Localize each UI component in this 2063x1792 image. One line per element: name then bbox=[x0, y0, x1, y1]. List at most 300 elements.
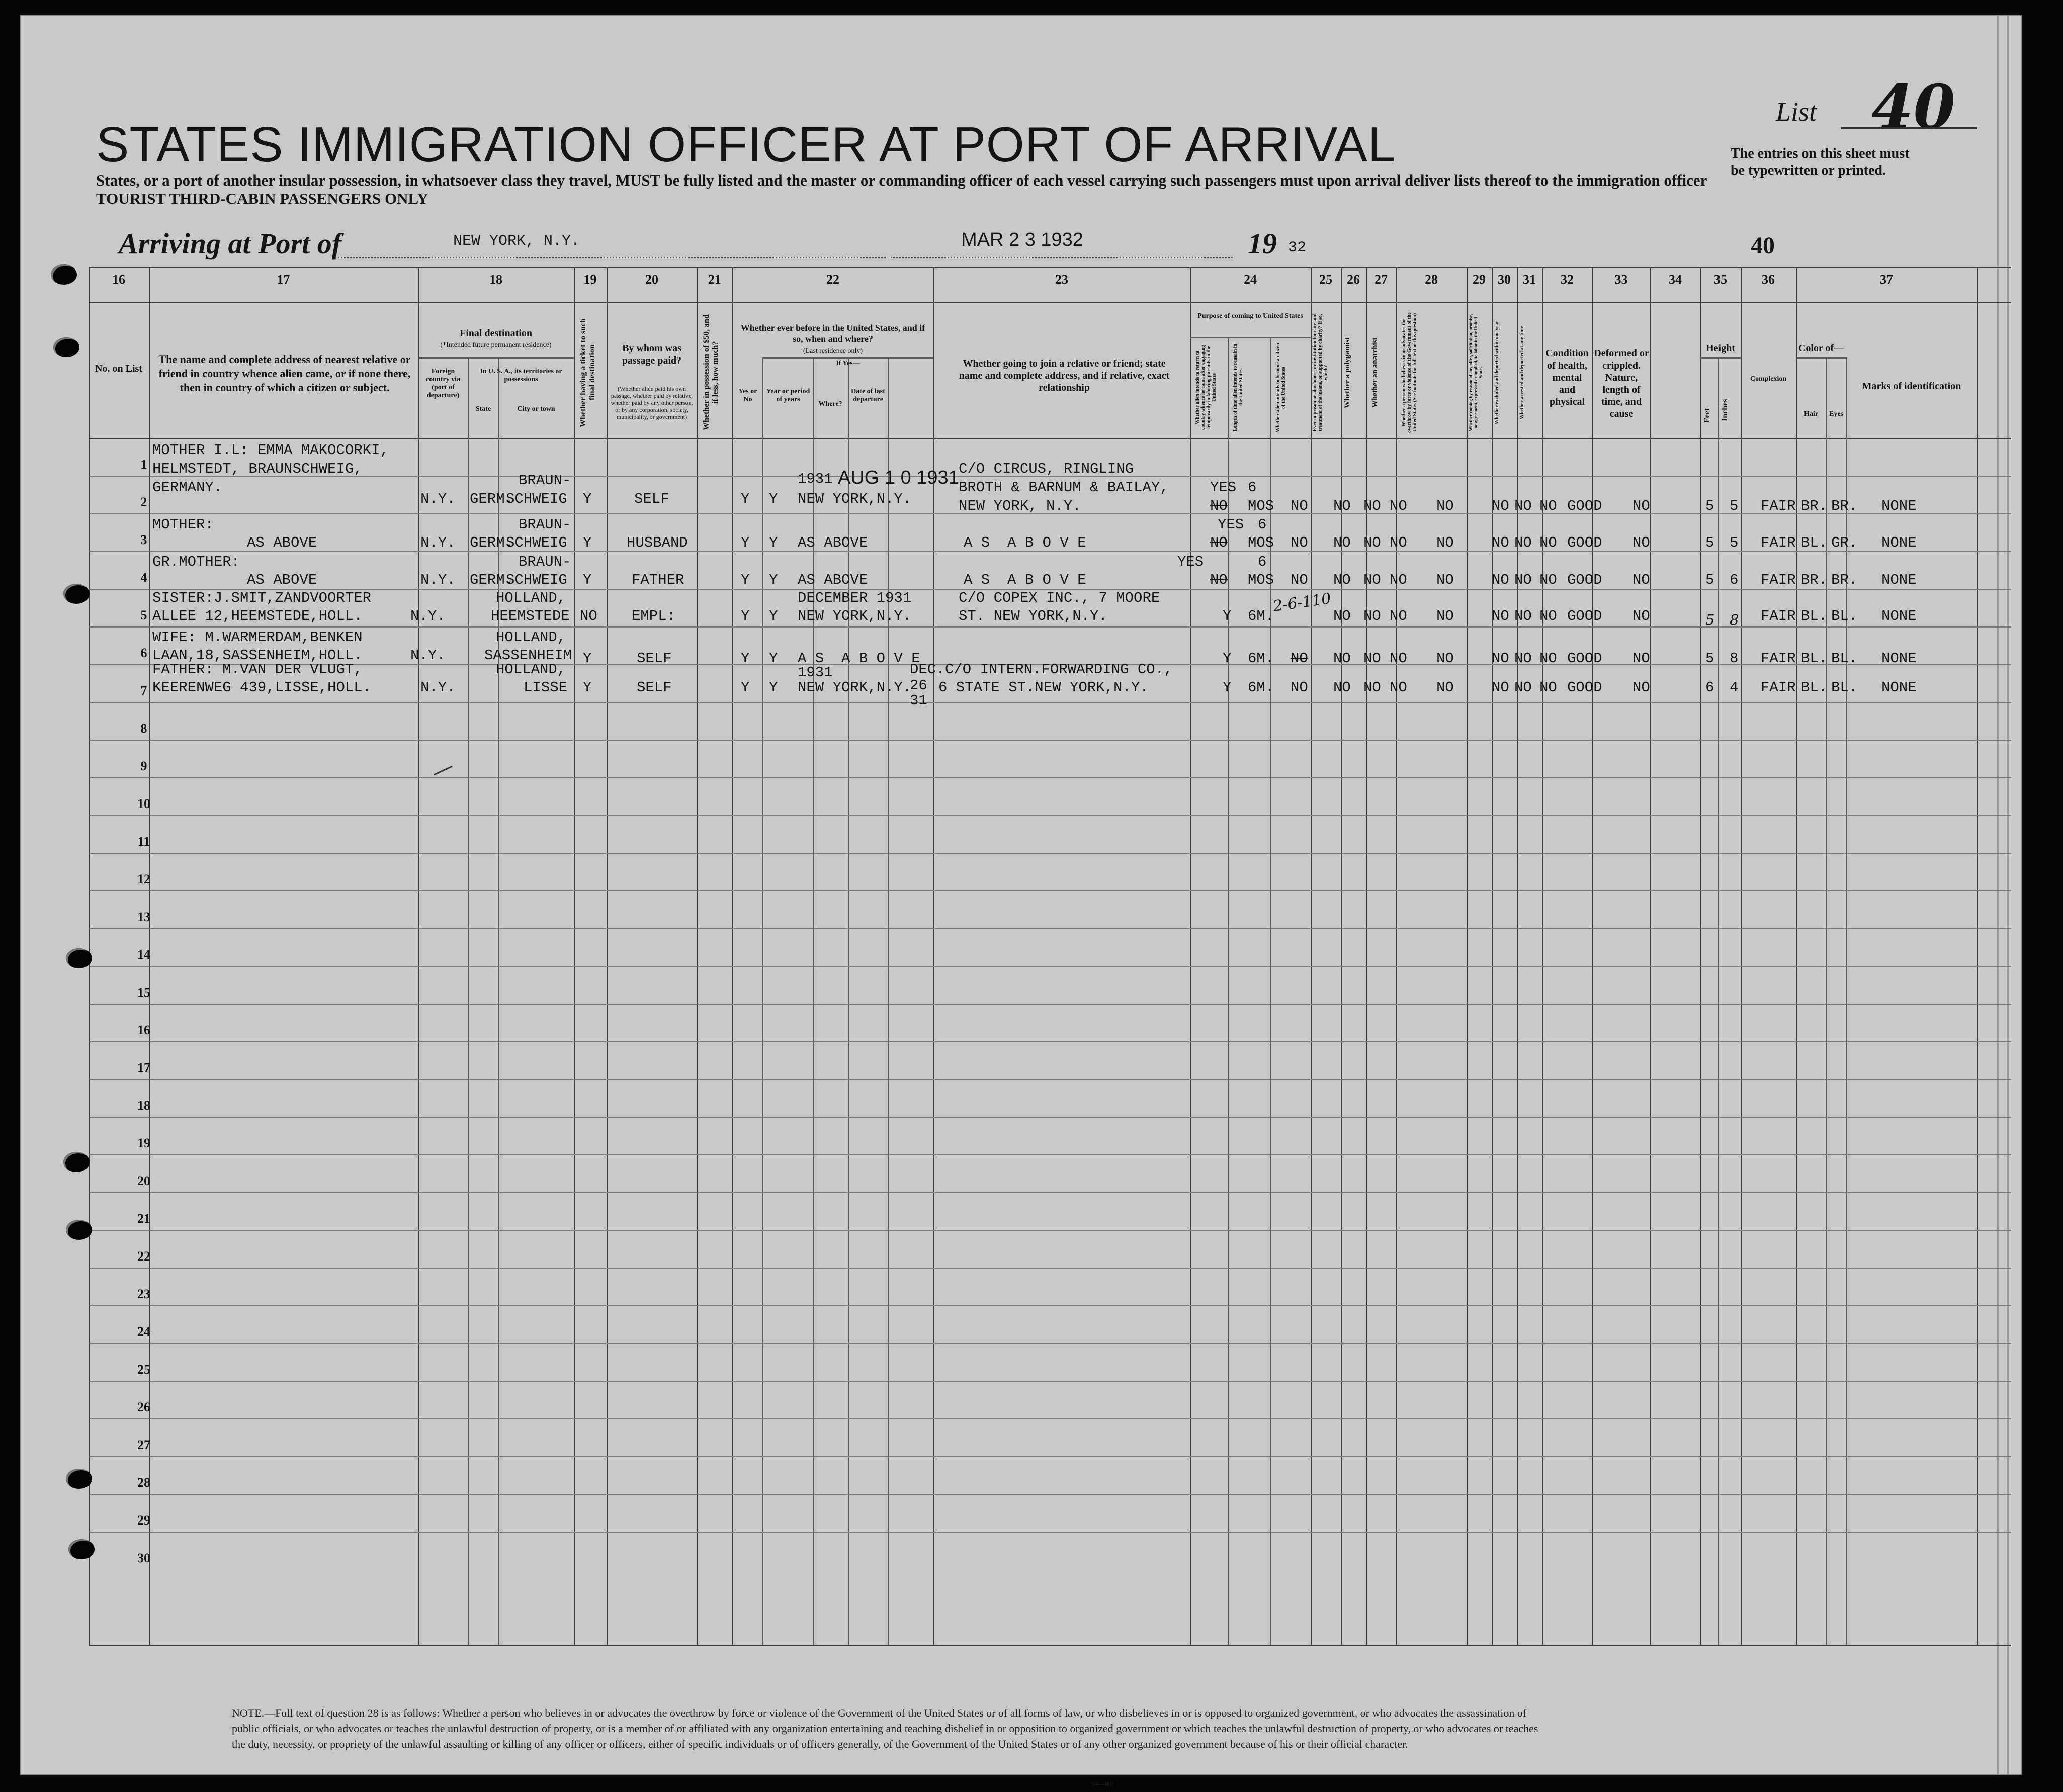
city-line: BRAUN- bbox=[519, 472, 571, 489]
header-q28: Whether a person who believes in or advocates the overthrow by force or violence of the Government of the United States (See footnote for full text of this question) bbox=[1401, 312, 1418, 433]
join-line: C/O CIRCUS, RINGLING bbox=[959, 461, 1134, 477]
hair: BL. bbox=[1801, 650, 1828, 667]
q31: NO bbox=[1539, 498, 1557, 514]
q28: NO bbox=[1436, 572, 1454, 588]
possession-50: Y bbox=[741, 491, 750, 507]
header-where: Where? bbox=[818, 400, 842, 408]
q30: NO bbox=[1514, 498, 1532, 514]
column-number: 28 bbox=[1425, 272, 1438, 287]
ticket: Y bbox=[583, 650, 592, 667]
polygamist: NO bbox=[1363, 608, 1381, 624]
row-line bbox=[89, 1117, 2011, 1118]
table-bottom-border bbox=[89, 1645, 2011, 1646]
row-line bbox=[89, 1268, 2011, 1269]
prison: NO bbox=[1333, 679, 1351, 696]
eyes: GR. bbox=[1831, 534, 1858, 551]
header-purpose-citizen: Whether alien intends to become a citizen of the United States bbox=[1275, 343, 1286, 432]
sub-divider bbox=[1718, 357, 1719, 1645]
prison: NO bbox=[1333, 498, 1351, 514]
state: HOLLAND, bbox=[496, 629, 566, 646]
sub-header-divider bbox=[1190, 337, 1311, 338]
column-number: 27 bbox=[1374, 272, 1388, 287]
deformed: NO bbox=[1632, 498, 1650, 514]
row-line bbox=[89, 1230, 2011, 1231]
handwritten-annotation: 2-6-110 bbox=[1272, 590, 1332, 615]
deformed: NO bbox=[1632, 650, 1650, 667]
row-number: 11 bbox=[137, 834, 150, 849]
where: NEW YORK,N.Y. bbox=[798, 608, 912, 624]
foreign-country: N.Y. bbox=[410, 608, 446, 624]
sub-header-divider bbox=[762, 357, 933, 359]
join-line: C/O INTERN.FORWARDING CO., bbox=[945, 661, 1173, 678]
column-divider bbox=[1492, 267, 1493, 1645]
health: GOOD bbox=[1567, 679, 1602, 696]
prison: NO bbox=[1333, 650, 1351, 667]
list-number-handwritten: 40 bbox=[1871, 72, 1955, 143]
row-number: 16 bbox=[137, 1023, 150, 1037]
passenger-class-label: TOURIST THIRD-CABIN PASSENGERS ONLY bbox=[96, 190, 428, 207]
column-divider bbox=[1796, 267, 1797, 1645]
height-inches: 4 bbox=[1730, 679, 1739, 696]
q29: NO bbox=[1492, 608, 1509, 624]
hair: BL. bbox=[1801, 608, 1828, 624]
header-final-destination: Final destination bbox=[460, 328, 532, 339]
health: GOOD bbox=[1567, 650, 1602, 667]
typewritten-note-line: be typewritten or printed. bbox=[1731, 163, 1886, 178]
row-line bbox=[89, 740, 2011, 741]
column-number: 29 bbox=[1473, 272, 1486, 287]
year: 1931 bbox=[798, 471, 833, 487]
column-number: 19 bbox=[583, 272, 597, 287]
column-number: 30 bbox=[1498, 272, 1511, 287]
before-yes-no: Y bbox=[769, 491, 778, 507]
column-divider bbox=[1592, 267, 1593, 1645]
state: GERM. bbox=[470, 491, 514, 507]
length-line: 6 bbox=[1258, 554, 1267, 570]
row-line bbox=[89, 1192, 2011, 1193]
state: GERM. bbox=[470, 572, 514, 588]
row-number: 9 bbox=[140, 759, 147, 773]
column-divider bbox=[1467, 267, 1468, 1645]
citizen: NO bbox=[1291, 679, 1308, 696]
relative-line: AS ABOVE bbox=[247, 534, 317, 551]
binder-hole bbox=[66, 948, 92, 968]
sub-divider bbox=[468, 357, 469, 1645]
header-feet: Feet bbox=[1703, 408, 1711, 423]
row-number: 19 bbox=[137, 1136, 150, 1150]
join-line: A S A B O V E bbox=[964, 572, 1086, 588]
header-height: Height bbox=[1706, 343, 1735, 354]
column-divider bbox=[1700, 267, 1701, 1645]
row-line bbox=[89, 551, 2011, 552]
column-number: 31 bbox=[1523, 272, 1536, 287]
column-divider bbox=[1977, 267, 1978, 1645]
relative-line: ALLEE 12,HEEMSTEDE,HOLL. bbox=[152, 608, 363, 624]
row-line bbox=[89, 702, 2011, 703]
year-stamp: AUG 1 0 1931 bbox=[838, 467, 959, 488]
where: A S A B O V E bbox=[798, 650, 920, 667]
q30: NO bbox=[1514, 572, 1532, 588]
q28: NO bbox=[1436, 650, 1454, 667]
column-divider bbox=[607, 267, 608, 1645]
header-city: City or town bbox=[517, 405, 555, 413]
where: AS ABOVE bbox=[798, 534, 868, 551]
foreign-country: N.Y. bbox=[420, 534, 456, 551]
header-prison: Ever in prison or almshouse, or institution for care and treatment of the insane, or supported by charity? If so, which? bbox=[1312, 313, 1329, 432]
q31: NO bbox=[1539, 608, 1557, 624]
purpose-return-struck: NO bbox=[1210, 498, 1228, 514]
where: NEW YORK,N.Y. bbox=[798, 491, 912, 507]
row-number: 8 bbox=[140, 721, 147, 736]
q31: NO bbox=[1539, 534, 1557, 551]
purpose-return: YES bbox=[1177, 554, 1204, 570]
header-purpose: Purpose of coming to United States bbox=[1197, 312, 1303, 320]
column-number: 34 bbox=[1669, 272, 1682, 287]
column-divider bbox=[1366, 267, 1367, 1645]
binder-hole bbox=[63, 1152, 90, 1172]
column-number: 17 bbox=[277, 272, 290, 287]
ticket: Y bbox=[583, 572, 592, 588]
header-purpose-return: Whether alien intends to return to country whence he came after engaging temporarily in laboring pursuits in the United States bbox=[1195, 345, 1217, 430]
column-divider bbox=[1741, 267, 1742, 1645]
header-last-residence: (Last residence only) bbox=[803, 347, 863, 355]
citizen: NO bbox=[1291, 534, 1308, 551]
relative-line: KEERENWEG 439,LISSE,HOLL. bbox=[152, 679, 372, 696]
relative-line: HELMSTEDT, BRAUNSCHWEIG, bbox=[152, 461, 363, 477]
row-number: 22 bbox=[137, 1249, 150, 1264]
health: GOOD bbox=[1567, 498, 1602, 514]
marks: NONE bbox=[1881, 572, 1917, 588]
binder-hole bbox=[63, 584, 90, 604]
header-in-usa: In U. S. A., its territories or possessions bbox=[480, 368, 562, 383]
join-line: A S A B O V E bbox=[964, 534, 1086, 551]
length-line: 6M. bbox=[1248, 679, 1274, 696]
city-line: SCHWEIG bbox=[506, 572, 567, 588]
row-number: 1 bbox=[140, 457, 147, 472]
join-line: ST. NEW YORK,N.Y. bbox=[959, 608, 1107, 624]
page-number: 40 bbox=[1751, 232, 1775, 259]
q30: NO bbox=[1514, 650, 1532, 667]
row-number: 6 bbox=[140, 646, 147, 660]
where: AS ABOVE bbox=[798, 572, 868, 588]
sub-divider bbox=[1228, 337, 1229, 1645]
join-line: 6 STATE ST.NEW YORK,N.Y. bbox=[938, 679, 1149, 696]
foreign-country: N.Y. bbox=[420, 679, 456, 696]
column-divider bbox=[1190, 267, 1191, 1645]
row-line bbox=[89, 626, 2011, 628]
q30: NO bbox=[1514, 679, 1532, 696]
city-line: SASSENHEIM bbox=[484, 647, 572, 664]
citizen: NO bbox=[1291, 572, 1308, 588]
city-line: SCHWEIG bbox=[506, 491, 567, 507]
header-passage-paid: By whom was passage paid? bbox=[622, 343, 682, 366]
before-yes-no: Y bbox=[769, 679, 778, 696]
header-join-relative: Whether going to join a relative or friend; state name and complete address, and if relative, exact relationship bbox=[959, 358, 1170, 393]
relative-line: MOTHER: bbox=[152, 516, 214, 533]
complexion: FAIR bbox=[1761, 498, 1796, 514]
city-line: LISSE bbox=[524, 679, 568, 696]
q29: NO bbox=[1492, 650, 1509, 667]
column-divider bbox=[732, 267, 733, 1645]
marks: NONE bbox=[1881, 534, 1917, 551]
eyes: BR. bbox=[1831, 572, 1858, 588]
paid-by: HUSBAND bbox=[627, 534, 688, 551]
column-divider bbox=[1311, 267, 1312, 1645]
header-complexion: Complexion bbox=[1750, 375, 1787, 383]
q31: NO bbox=[1539, 572, 1557, 588]
polygamist: NO bbox=[1363, 572, 1381, 588]
column-number-divider bbox=[89, 302, 2011, 303]
column-number: 37 bbox=[1880, 272, 1893, 287]
column-number: 22 bbox=[826, 272, 839, 287]
row-number: 15 bbox=[137, 985, 150, 1000]
eyes: BL. bbox=[1831, 650, 1858, 667]
sub-header-divider bbox=[418, 357, 574, 359]
column-divider bbox=[1396, 267, 1397, 1645]
height-feet: 6 bbox=[1705, 679, 1714, 696]
purpose-return: YES bbox=[1210, 479, 1237, 496]
complexion: FAIR bbox=[1761, 608, 1796, 624]
header-q29: Whether coming by reason of any offer, solicitation, promise, or agreement, expressed or implied, to labor in the United States bbox=[1468, 314, 1483, 431]
height-feet: 5 bbox=[1705, 572, 1714, 588]
possession-50: Y bbox=[741, 650, 750, 667]
row-line bbox=[89, 1041, 2011, 1042]
column-number: 21 bbox=[708, 272, 721, 287]
row-line bbox=[89, 1456, 2011, 1457]
row-number: 30 bbox=[137, 1551, 150, 1565]
hair: BR. bbox=[1801, 572, 1828, 588]
header-no-on-list: No. on List bbox=[95, 363, 142, 374]
purpose-return-struck: NO bbox=[1210, 534, 1228, 551]
before-yes-no: Y bbox=[769, 572, 778, 588]
row-number: 3 bbox=[140, 532, 147, 547]
before-yes-no: Y bbox=[769, 608, 778, 624]
manifest-sheet bbox=[20, 15, 2022, 1787]
column-divider bbox=[574, 267, 575, 1645]
header-eyes: Eyes bbox=[1829, 410, 1843, 418]
header-polygamist: Whether a polygamist bbox=[1343, 337, 1351, 408]
row-number: 17 bbox=[137, 1060, 150, 1075]
q29: NO bbox=[1492, 572, 1509, 588]
row-number: 21 bbox=[137, 1211, 150, 1226]
manifest-table bbox=[21, 16, 2021, 1774]
health: GOOD bbox=[1567, 608, 1602, 624]
paid-by: SELF bbox=[634, 491, 669, 507]
row-line bbox=[89, 1532, 2011, 1533]
row-line bbox=[89, 1494, 2011, 1495]
header-relative-address: The name and complete address of nearest relative or friend in country whence alien came, or if none there, then in country of which a citizen or subject. bbox=[158, 353, 411, 394]
before-yes-no: Y bbox=[769, 534, 778, 551]
header-hair: Hair bbox=[1804, 410, 1818, 418]
q29: NO bbox=[1492, 498, 1509, 514]
foreign-country: N.Y. bbox=[420, 572, 456, 588]
sub-header-divider bbox=[1796, 357, 1846, 359]
row-line bbox=[89, 1381, 2011, 1382]
column-number: 32 bbox=[1561, 272, 1574, 287]
height-feet: 5 bbox=[1705, 611, 1715, 629]
row-number: 27 bbox=[137, 1438, 150, 1452]
column-divider bbox=[1341, 267, 1342, 1645]
paid-by: SELF bbox=[637, 650, 672, 667]
row-number: 18 bbox=[137, 1098, 150, 1113]
q30: NO bbox=[1514, 534, 1532, 551]
header-passage-note: (Whether alien paid his own passage, whether paid by relative, whether paid by any other person, or by any corporation, society, municipality, or government) bbox=[611, 385, 693, 420]
height-feet: 5 bbox=[1705, 498, 1714, 514]
hair: BL. bbox=[1801, 679, 1828, 696]
header-inches: Inches bbox=[1721, 399, 1729, 422]
column-divider bbox=[697, 267, 698, 1645]
hair: BR. bbox=[1801, 498, 1828, 514]
column-divider bbox=[1650, 267, 1651, 1645]
header-q30: Whether excluded and deported within one year bbox=[1494, 321, 1500, 424]
health: GOOD bbox=[1567, 534, 1602, 551]
binder-hole bbox=[51, 264, 77, 285]
length-line: 6M. bbox=[1248, 650, 1274, 667]
column-number: 23 bbox=[1055, 272, 1068, 287]
length-line: 6M. bbox=[1248, 608, 1274, 624]
row-number: 2 bbox=[140, 495, 147, 509]
typewritten-note-line: The entries on this sheet must bbox=[1731, 146, 1910, 161]
polygamist: NO bbox=[1363, 498, 1381, 514]
year-prefix: 19 bbox=[1248, 227, 1277, 260]
column-number: 24 bbox=[1244, 272, 1257, 287]
binder-hole bbox=[68, 1539, 95, 1559]
purpose-return: YES bbox=[1218, 516, 1244, 533]
form-title: STATES IMMIGRATION OFFICER AT PORT OF ARRIVAL bbox=[96, 117, 1396, 172]
city-line: HEEMSTEDE bbox=[491, 608, 570, 624]
anarchist: NO bbox=[1390, 498, 1407, 514]
anarchist: NO bbox=[1390, 650, 1407, 667]
row-number: 7 bbox=[140, 683, 147, 698]
row-line bbox=[89, 777, 2011, 778]
row-line bbox=[89, 1154, 2011, 1155]
join-line: C/O COPEX INC., 7 MOORE bbox=[959, 590, 1160, 606]
prison: NO bbox=[1333, 534, 1351, 551]
height-feet: 5 bbox=[1705, 650, 1714, 667]
binder-hole bbox=[53, 337, 79, 357]
health: GOOD bbox=[1567, 572, 1602, 588]
row-line bbox=[89, 1343, 2011, 1344]
q28: NO bbox=[1436, 608, 1454, 624]
complexion: FAIR bbox=[1761, 572, 1796, 588]
before-yes-no: Y bbox=[769, 650, 778, 667]
column-number: 35 bbox=[1714, 272, 1727, 287]
binder-hole bbox=[66, 1220, 92, 1240]
anarchist: NO bbox=[1390, 608, 1407, 624]
relative-line: FATHER: M.VAN DER VLUGT, bbox=[152, 661, 363, 678]
possession-50: Y bbox=[741, 572, 750, 588]
row-number: 4 bbox=[140, 570, 147, 585]
join-line: BROTH & BARNUM & BAILAY, bbox=[959, 479, 1169, 496]
marks: NONE bbox=[1881, 679, 1917, 696]
height-inches: 8 bbox=[1730, 611, 1739, 629]
header-color-of: Color of— bbox=[1798, 343, 1844, 354]
citizen: NO bbox=[1291, 498, 1308, 514]
row-line bbox=[89, 1418, 2011, 1419]
purpose-return-struck: NO bbox=[1210, 572, 1228, 588]
row-line bbox=[89, 966, 2011, 967]
state: HOLLAND, bbox=[496, 590, 566, 606]
row-number: 13 bbox=[137, 910, 150, 924]
departure-line: DEC. bbox=[910, 661, 945, 678]
column-divider bbox=[1542, 267, 1543, 1645]
list-label: List bbox=[1776, 97, 1817, 127]
sub-header-divider bbox=[1700, 357, 1741, 359]
header-anarchist: Whether an anarchist bbox=[1371, 337, 1379, 408]
height-feet: 5 bbox=[1705, 534, 1714, 551]
departure-line: 26 bbox=[910, 677, 927, 694]
column-number: 20 bbox=[645, 272, 658, 287]
header-final-destination-note: (*Intended future permanent residence) bbox=[440, 341, 552, 349]
ticket: Y bbox=[583, 491, 592, 507]
header-possession-50: Whether in possession of $50, and if less, how much? bbox=[702, 314, 720, 431]
length-line: MOS bbox=[1248, 498, 1274, 514]
paid-by: SELF bbox=[637, 679, 672, 696]
relative-line: MOTHER I.L: EMMA MAKOCORKI, bbox=[152, 442, 389, 459]
row-line bbox=[89, 815, 2011, 816]
header-marks: Marks of identification bbox=[1862, 381, 1961, 392]
row-number: 14 bbox=[137, 947, 150, 962]
prison: NO bbox=[1333, 608, 1351, 624]
relative-line: AS ABOVE bbox=[247, 572, 317, 588]
eyes: BL. bbox=[1831, 679, 1858, 696]
citizen: NO bbox=[1291, 650, 1308, 667]
header-date-departure: Date of last departure bbox=[851, 388, 885, 403]
relative-line: SISTER:J.SMIT,ZANDVOORTER bbox=[152, 590, 372, 606]
length-line: MOS bbox=[1248, 534, 1274, 551]
state: HOLLAND, bbox=[496, 661, 566, 678]
polygamist: NO bbox=[1363, 650, 1381, 667]
height-inches: 5 bbox=[1730, 534, 1739, 551]
row-line bbox=[89, 853, 2011, 854]
q29: NO bbox=[1492, 679, 1509, 696]
q29: NO bbox=[1492, 534, 1509, 551]
row-number: 12 bbox=[137, 872, 150, 886]
row-number: 23 bbox=[137, 1287, 150, 1301]
eyes: BL. bbox=[1831, 608, 1858, 624]
height-inches: 5 bbox=[1730, 498, 1739, 514]
foreign-country: N.Y. bbox=[410, 647, 446, 664]
relative-line: GERMANY. bbox=[152, 479, 223, 496]
deformed: NO bbox=[1632, 572, 1650, 588]
height-inches: 8 bbox=[1730, 650, 1739, 667]
header-year-period: Year or period of years bbox=[766, 388, 810, 403]
row-number: 5 bbox=[140, 608, 147, 622]
join-line: NEW YORK, N.Y. bbox=[959, 498, 1081, 514]
where: NEW YORK,N.Y. bbox=[798, 679, 912, 696]
table-top-border bbox=[89, 267, 2011, 268]
row-number: 28 bbox=[137, 1475, 150, 1490]
ticket: Y bbox=[583, 534, 592, 551]
purpose-return: Y bbox=[1223, 650, 1232, 667]
header-yes-no: Yes or No bbox=[738, 388, 757, 403]
form-subtitle: States, or a port of another insular possession, in whatsoever class they travel, MUST be fully listed and the master or commanding officer of each vessel carrying such passengers must upon arrival deliver lists thereof to the immigration officer bbox=[96, 171, 1707, 189]
column-divider bbox=[418, 267, 419, 1645]
deformed: NO bbox=[1632, 608, 1650, 624]
column-number: 18 bbox=[489, 272, 502, 287]
column-number: 25 bbox=[1319, 272, 1332, 287]
complexion: FAIR bbox=[1761, 534, 1796, 551]
marks: NONE bbox=[1881, 608, 1917, 624]
complexion: FAIR bbox=[1761, 650, 1796, 667]
arriving-label: Arriving at Port of bbox=[119, 227, 342, 260]
relative-line: LAAN,18,SASSENHEIM,HOLL. bbox=[152, 647, 363, 664]
column-number: 33 bbox=[1614, 272, 1628, 287]
header-q31: Whether arrested and deported at any time bbox=[1519, 326, 1525, 419]
deformed: NO bbox=[1632, 534, 1650, 551]
header-condition: Condition of health, mental and physical bbox=[1545, 348, 1589, 407]
possession-50: Y bbox=[741, 608, 750, 624]
